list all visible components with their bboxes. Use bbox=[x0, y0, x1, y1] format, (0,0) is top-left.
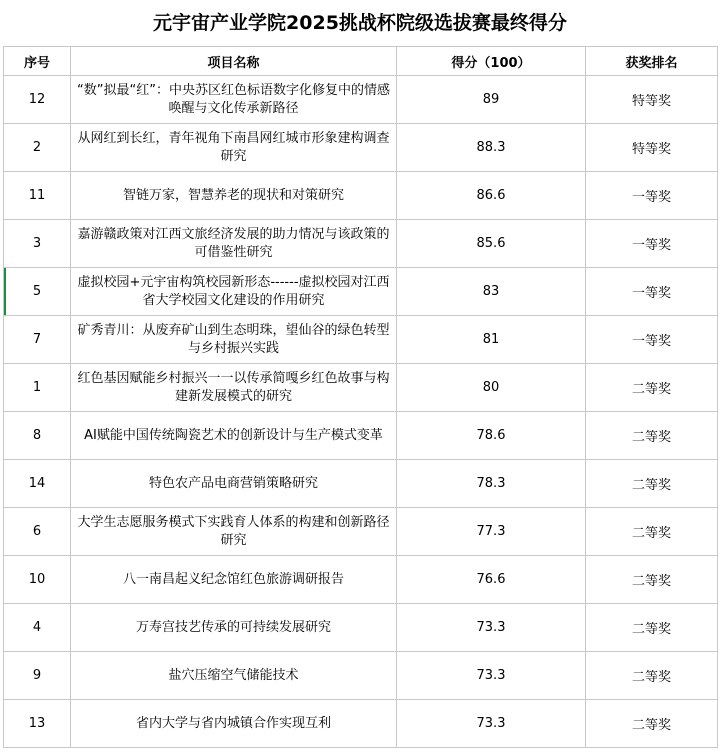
cell-project-name[interactable]: 万寿宫技艺传承的可持续发展研究 bbox=[71, 604, 397, 652]
cell-project-name[interactable]: 省内大学与省内城镇合作实现互利 bbox=[71, 700, 397, 748]
cell-index[interactable]: 14 bbox=[4, 460, 71, 508]
cell-project-name[interactable]: 八一南昌起义纪念馆红色旅游调研报告 bbox=[71, 556, 397, 604]
cell-award[interactable]: 二等奖 bbox=[586, 508, 718, 556]
cell-project-name[interactable]: 虚拟校园+元宇宙构筑校园新形态------虚拟校园对江西省大学校园文化建设的作用研究 bbox=[71, 268, 397, 316]
table-row bbox=[4, 220, 718, 268]
cell-score[interactable]: 78.6 bbox=[397, 412, 586, 460]
cell-index[interactable]: 12 bbox=[4, 76, 71, 124]
cell-score[interactable]: 73.3 bbox=[397, 700, 586, 748]
cell-award[interactable]: 二等奖 bbox=[586, 412, 718, 460]
cell-award[interactable]: 二等奖 bbox=[586, 556, 718, 604]
table-row bbox=[4, 124, 718, 172]
table-row bbox=[4, 604, 718, 652]
cell-index[interactable]: 8 bbox=[4, 412, 71, 460]
table-row bbox=[4, 700, 718, 748]
cell-project-name[interactable]: 红色基因赋能乡村振兴一一以传承简嘎乡红色故事与构建新发展模式的研究 bbox=[71, 364, 397, 412]
cell-award[interactable]: 二等奖 bbox=[586, 364, 718, 412]
table-row bbox=[4, 316, 718, 364]
cell-project-name[interactable]: 大学生志愿服务模式下实践育人体系的构建和创新路径研究 bbox=[71, 508, 397, 556]
cell-score[interactable]: 73.3 bbox=[397, 604, 586, 652]
table-row bbox=[4, 172, 718, 220]
cell-score[interactable]: 76.6 bbox=[397, 556, 586, 604]
table-row bbox=[4, 556, 718, 604]
cell-award[interactable]: 一等奖 bbox=[586, 172, 718, 220]
cell-project-name[interactable]: “数”拟最“红”：中央苏区红色标语数字化修复中的情感唤醒与文化传承新路径 bbox=[71, 76, 397, 124]
header-index[interactable]: 序号 bbox=[4, 47, 71, 76]
cell-award[interactable]: 二等奖 bbox=[586, 700, 718, 748]
cell-score[interactable]: 85.6 bbox=[397, 220, 586, 268]
header-row bbox=[4, 47, 718, 76]
cell-score[interactable]: 88.3 bbox=[397, 124, 586, 172]
cell-project-name[interactable]: AI赋能中国传统陶瓷艺术的创新设计与生产模式变革 bbox=[71, 412, 397, 460]
table-row bbox=[4, 460, 718, 508]
cell-score[interactable]: 73.3 bbox=[397, 652, 586, 700]
cell-award[interactable]: 特等奖 bbox=[586, 124, 718, 172]
cell-index[interactable]: 2 bbox=[4, 124, 71, 172]
table-row bbox=[4, 508, 718, 556]
header-award[interactable]: 获奖排名 bbox=[586, 47, 718, 76]
cell-score[interactable]: 81 bbox=[397, 316, 586, 364]
cell-score[interactable]: 78.3 bbox=[397, 460, 586, 508]
cell-score[interactable]: 83 bbox=[397, 268, 586, 316]
cell-award[interactable]: 一等奖 bbox=[586, 220, 718, 268]
cell-index[interactable]: 9 bbox=[4, 652, 71, 700]
sheet-title: 元宇宙产业学院2025挑战杯院级选拔赛最终得分 bbox=[153, 12, 567, 34]
cell-index[interactable]: 10 bbox=[4, 556, 71, 604]
cell-award[interactable]: 二等奖 bbox=[586, 604, 718, 652]
cell-award[interactable]: 二等奖 bbox=[586, 460, 718, 508]
cell-index[interactable]: 11 bbox=[4, 172, 71, 220]
cell-project-name[interactable]: 矿秀青川：从废弃矿山到生态明珠，望仙谷的绿色转型与乡村振兴实践 bbox=[71, 316, 397, 364]
cell-score[interactable]: 89 bbox=[397, 76, 586, 124]
score-table bbox=[3, 46, 718, 748]
cell-award[interactable]: 二等奖 bbox=[586, 652, 718, 700]
table-row bbox=[4, 268, 718, 316]
cell-award[interactable]: 特等奖 bbox=[586, 76, 718, 124]
header-score[interactable]: 得分（100） bbox=[397, 47, 586, 76]
cell-score[interactable]: 77.3 bbox=[397, 508, 586, 556]
cell-project-name[interactable]: 嘉游赣政策对江西文旅经济发展的助力情况与该政策的可借鉴性研究 bbox=[71, 220, 397, 268]
cell-index[interactable]: 1 bbox=[4, 364, 71, 412]
cell-project-name[interactable]: 从网红到长红，青年视角下南昌网红城市形象建构调查研究 bbox=[71, 124, 397, 172]
cell-award[interactable]: 一等奖 bbox=[586, 316, 718, 364]
cell-index[interactable]: 3 bbox=[4, 220, 71, 268]
cell-score[interactable]: 80 bbox=[397, 364, 586, 412]
cell-index[interactable]: 5 bbox=[4, 268, 71, 316]
table-row bbox=[4, 76, 718, 124]
header-name[interactable]: 项目名称 bbox=[71, 47, 397, 76]
cell-score[interactable]: 86.6 bbox=[397, 172, 586, 220]
table-row bbox=[4, 364, 718, 412]
cell-index[interactable]: 6 bbox=[4, 508, 71, 556]
table-row bbox=[4, 412, 718, 460]
cell-project-name[interactable]: 盐穴压缩空气储能技术 bbox=[71, 652, 397, 700]
cell-index[interactable]: 4 bbox=[4, 604, 71, 652]
table-row bbox=[4, 652, 718, 700]
cell-award[interactable]: 一等奖 bbox=[586, 268, 718, 316]
cell-index[interactable]: 7 bbox=[4, 316, 71, 364]
cell-project-name[interactable]: 特色农产品电商营销策略研究 bbox=[71, 460, 397, 508]
cell-index[interactable]: 13 bbox=[4, 700, 71, 748]
cell-project-name[interactable]: 智链万家，智慧养老的现状和对策研究 bbox=[71, 172, 397, 220]
